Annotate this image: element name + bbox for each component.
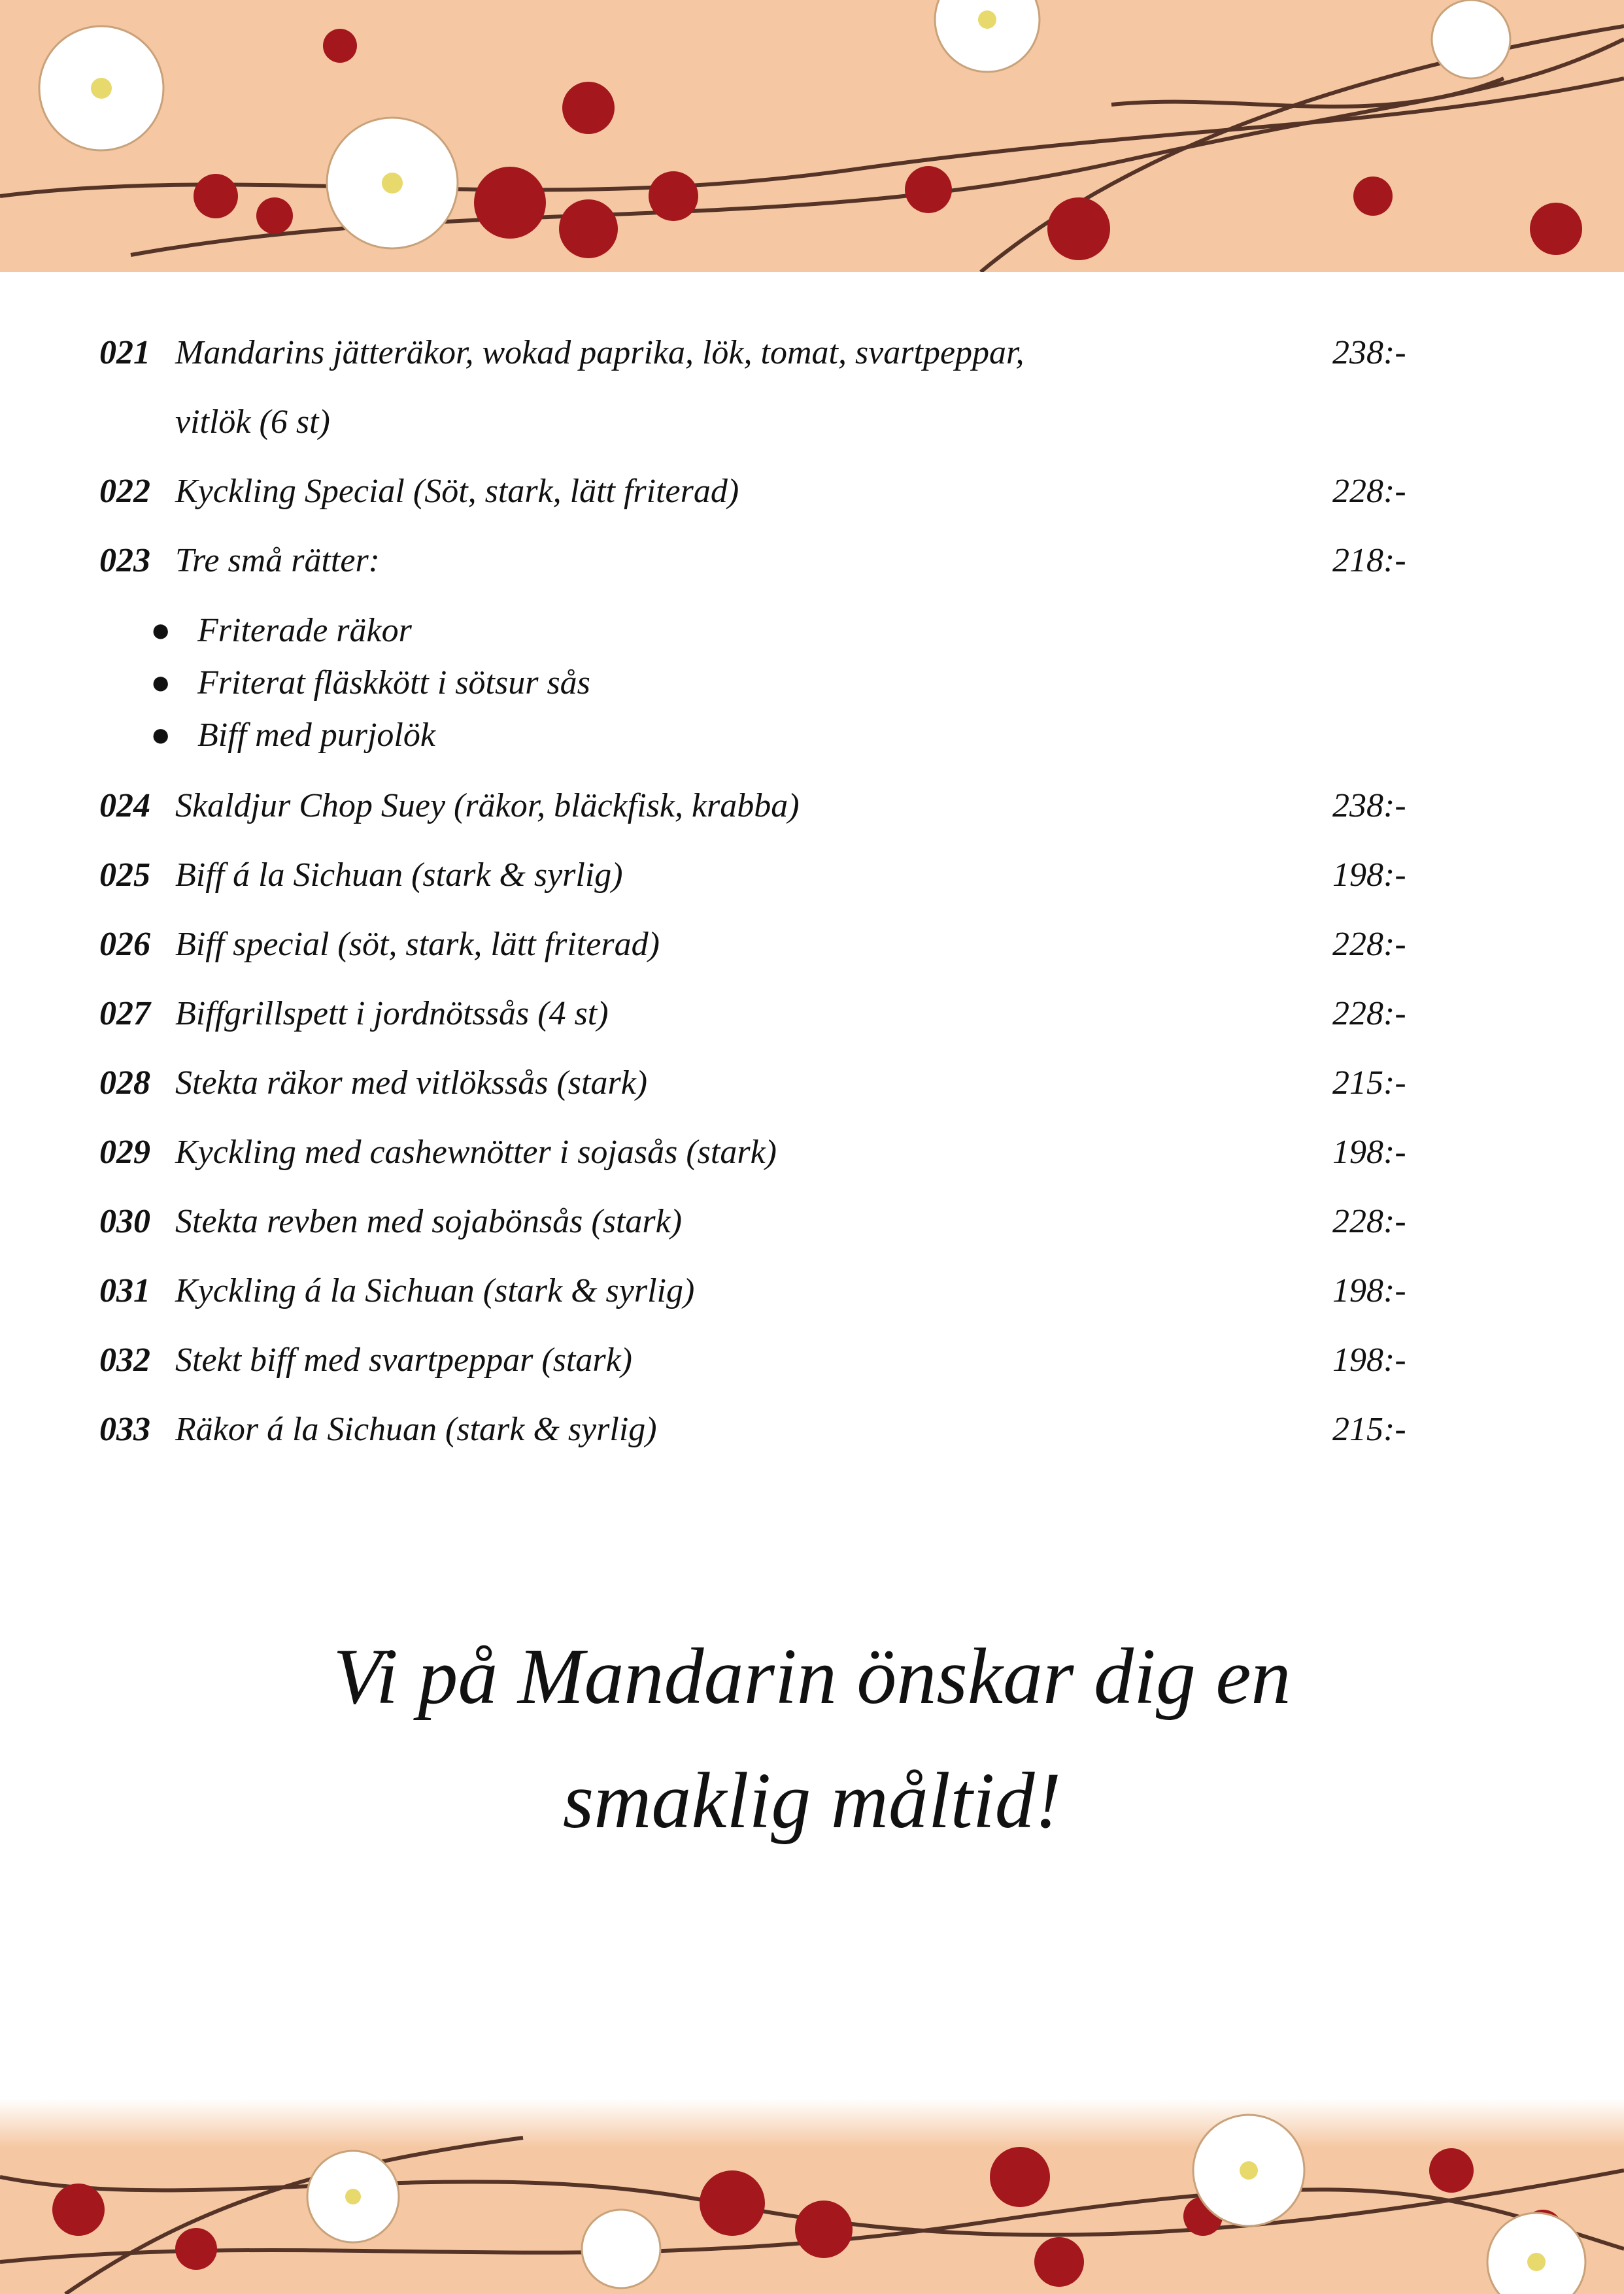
- item-number: 027: [99, 995, 150, 1032]
- item-number: 024: [99, 787, 150, 824]
- floral-decoration-bottom: [0, 2099, 1624, 2294]
- menu-item-026: [0, 910, 1624, 979]
- sub-item-text: Biff med purjolök: [197, 717, 435, 754]
- item-number: 022: [99, 473, 150, 510]
- item-number: 023: [99, 542, 150, 579]
- menu-item-030: [0, 1187, 1624, 1257]
- item-price: 198:-: [1332, 1272, 1406, 1309]
- sub-item-text: Friterade räkor: [197, 612, 412, 649]
- item-price: 215:-: [1332, 1411, 1406, 1448]
- item-name: Tre små rätter:: [175, 542, 380, 579]
- item-number: 021: [99, 334, 150, 371]
- item-name-continued: vitlök (6 st): [175, 403, 330, 441]
- bullet-icon: ●: [150, 612, 171, 649]
- menu-item-024: [0, 771, 1624, 841]
- item-name: Räkor á la Sichuan (stark & syrlig): [175, 1411, 657, 1448]
- item-price: 238:-: [1332, 334, 1406, 371]
- bullet-icon: ●: [150, 717, 171, 754]
- item-name: Kyckling Special (Söt, stark, lätt friterad): [175, 473, 739, 510]
- bullet-icon: ●: [150, 664, 171, 701]
- item-number: 031: [99, 1272, 150, 1309]
- menu-item-021-continued: [0, 388, 1624, 457]
- item-price: 198:-: [1332, 1134, 1406, 1171]
- item-price: 198:-: [1332, 856, 1406, 894]
- closing-line-2: smaklig måltid!: [562, 1757, 1062, 1845]
- floral-decoration-top: [0, 0, 1624, 272]
- item-number: 029: [99, 1134, 150, 1171]
- top-floral-banner: [0, 0, 1624, 272]
- item-name: Kyckling med cashewnötter i sojasås (stark): [175, 1134, 777, 1171]
- sub-list-item: [150, 605, 412, 657]
- item-price: 198:-: [1332, 1341, 1406, 1379]
- item-name: Stekta revben med sojabönsås (stark): [175, 1203, 683, 1240]
- item-name: Biff special (söt, stark, lätt friterad): [175, 926, 660, 963]
- sub-item-text: Friterat fläskkött i sötsur sås: [197, 664, 590, 701]
- item-number: 025: [99, 856, 150, 894]
- menu-item-032: [0, 1326, 1624, 1395]
- menu-item-033: [0, 1395, 1624, 1464]
- item-price: 228:-: [1332, 473, 1406, 510]
- item-price: 228:-: [1332, 1203, 1406, 1240]
- item-name: Skaldjur Chop Suey (räkor, bläckfisk, krabba): [175, 787, 800, 824]
- menu-item-031: [0, 1257, 1624, 1326]
- bottom-floral-banner: [0, 2099, 1624, 2294]
- item-name: Stekta räkor med vitlökssås (stark): [175, 1064, 648, 1102]
- menu-item-028: [0, 1049, 1624, 1118]
- menu-item-029: [0, 1118, 1624, 1187]
- item-name: Biffgrillspett i jordnötssås (4 st): [175, 995, 609, 1032]
- item-price: 218:-: [1332, 542, 1406, 579]
- item-price: 228:-: [1332, 995, 1406, 1032]
- item-name: Mandarins jätteräkor, wokad paprika, lök, tomat, svartpeppar,: [175, 334, 1024, 371]
- item-number: 033: [99, 1411, 150, 1448]
- item-number: 026: [99, 926, 150, 963]
- item-name: Stekt biff med svartpeppar (stark): [175, 1341, 632, 1379]
- menu-item-022: [0, 457, 1624, 526]
- sub-list-item: [150, 709, 435, 762]
- item-price: 238:-: [1332, 787, 1406, 824]
- sub-list-item: [150, 657, 590, 709]
- menu-item-023: [0, 526, 1624, 596]
- menu-item-025: [0, 841, 1624, 910]
- item-price: 228:-: [1332, 926, 1406, 963]
- closing-message: [0, 1615, 1624, 1863]
- item-name: Biff á la Sichuan (stark & syrlig): [175, 856, 623, 894]
- item-number: 028: [99, 1064, 150, 1102]
- item-name: Kyckling á la Sichuan (stark & syrlig): [175, 1272, 695, 1309]
- closing-line-1: Vi på Mandarin önskar dig en: [333, 1632, 1291, 1721]
- item-number: 030: [99, 1203, 150, 1240]
- menu-item-021: [0, 318, 1624, 388]
- menu-item-027: [0, 979, 1624, 1049]
- item-number: 032: [99, 1341, 150, 1379]
- item-price: 215:-: [1332, 1064, 1406, 1102]
